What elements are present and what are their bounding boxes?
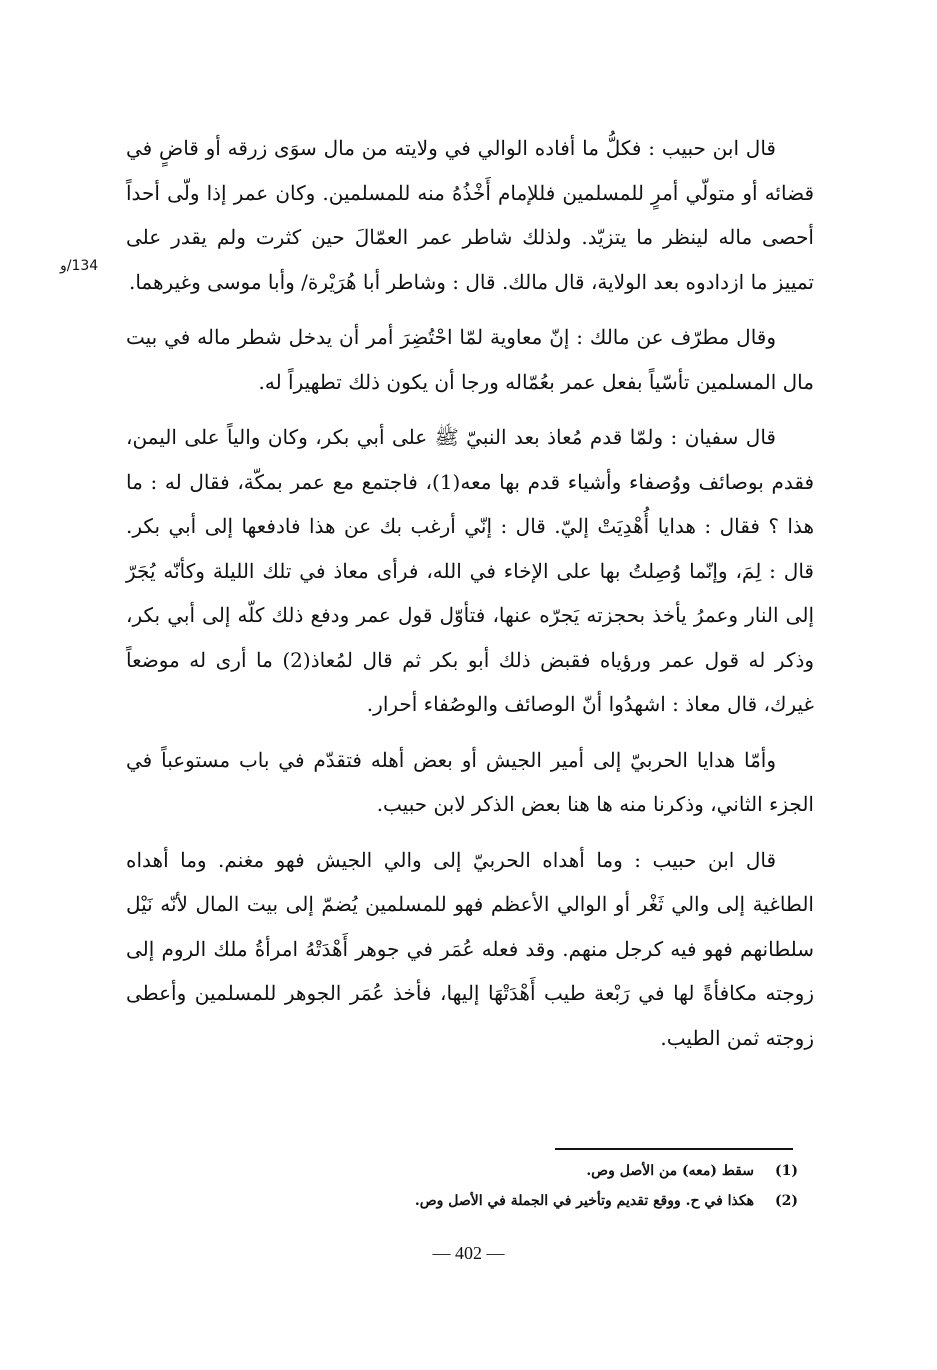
footnote-text: هكذا في ح. ووقع تقديم وتأخير في الجملة في الأصل وص. bbox=[414, 1193, 754, 1209]
paragraph-3: قال سفيان : ولمّا قدم مُعاذ بعد النبيّ ﷺ على أبي بكر، وكان والياً على اليمن، فقدم بوصائف ووُصفاء وأشياء قدم بها معه(1)، فاجتمع مع عمر بمكّة، فقال له : ما هذا ؟ فقال : هدايا أُهْدِيَتْ إليّ. قال : إنّي أرغب بك عن هذا فادفعها إلى أبي بكر. قال : لِمَ، وإنّما وُصِلتُ بها على الإخاء في الله، فرأى معاذ في تلك الليلة وكأنّه يُجَرّ إلى النار وعمرُ يأخذ بحجزته يَجرّه عنها، فتأوّل قول عمر ودفع ذلك كلّه إلى أبي بكر، وذكر له قول عمر ورؤياه فقبض ذلك أبو بكر ثم قال لمُعاذ(2) ما أرى له موضعاً غيرك، قال معاذ : اشهدُوا أنّ الوصائف والوصُفاء أحرار. bbox=[126, 425, 815, 716]
footnote-2 bbox=[300, 1186, 798, 1216]
paragraph-1: قال ابن حبيب : فكلُّ ما أفاده الوالي في ولايته من مال سوَى زرقه أو قاضٍ في قضائه أو متولّي أمرٍ للمسلمين فللإمام أَخْذُهُ منه للمسلمين. وكان عمر إذا ولّى أحداً أحصى ماله لينظر ما يتزيّد. ولذلك شاطر عمر العمّالَ حين كثرت ولم يقدر على تمييز ما ازدادوه بعد الولاية، قال مالك. قال : وشاطر أبا هُرَيْرة/ وأبا موسى وغيرهما. bbox=[126, 136, 814, 294]
page-number: — 402 — bbox=[432, 1243, 505, 1263]
footnote-number: (1) bbox=[775, 1163, 798, 1179]
paragraph-5: قال ابن حبيب : وما أهداه الحربيّ إلى والي الجيش فهو مغنم. وما أهداه الطاغية إلى والي ثَغْر أو الوالي الأعظم فهو للمسلمين يُضمّ إلى بيت المال لأنّه نَيْل سلطانهم فهو فيه كرجل منهم. وقد فعله عُمَر في جوهر أَهْدَتْهُ امرأةُ ملك الروم إلى زوجته مكافأةً لها في رَبْعة طيب أَهْدَتْهَا إليها، فأخذ عُمَر الجوهر للمسلمين وأعطى زوجته ثمن الطيب. bbox=[126, 847, 814, 1050]
footnotes bbox=[300, 1156, 798, 1216]
footnote-number: (2) bbox=[775, 1193, 798, 1209]
footnote-divider bbox=[555, 1148, 793, 1150]
paragraph-2: وقال مطرّف عن مالك : إنّ معاوية لمّا احْتُضِرَ أمر أن يدخل شطر ماله في بيت مال المسلمين تأسّياً بفعل عمر بعُمّاله ورجا أن يكون ذلك تطهيراً له. bbox=[126, 325, 814, 394]
paragraph-4: وأمّا هدايا الحربيّ إلى أمير الجيش أو بعض أهله فتقدّم في باب مستوعباً في الجزء الثاني، وذكرنا منه ها هنا بعض الذكر لابن حبيب. bbox=[126, 747, 814, 816]
footnote-1 bbox=[300, 1156, 798, 1186]
main-text bbox=[126, 126, 814, 1071]
footnote-text: سقط (معه) من الأصل وص. bbox=[586, 1163, 754, 1179]
margin-folio-note: 134/و bbox=[60, 258, 99, 274]
